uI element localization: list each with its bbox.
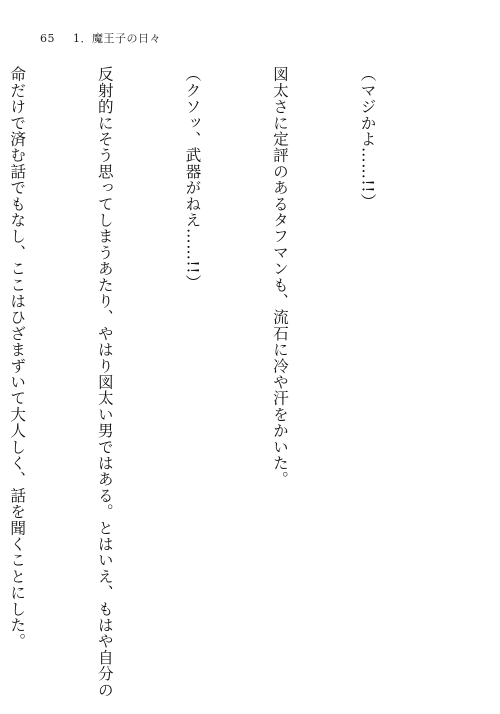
text-line: 図太さに定評のあるタフマンも、流石に冷や汗をかいた。: [270, 66, 289, 488]
chapter-title: 1．魔王子の日々: [73, 32, 161, 45]
text-line: （マジかよ……!!）: [358, 66, 377, 210]
text-line: （クソッ、武器がねえ……!!）: [183, 66, 202, 291]
text-line: 反射的にそう思ってしまうあたり、やはり図太い男ではある。とはいえ、もはや自分の: [95, 66, 114, 698]
page-number: 65: [40, 32, 55, 45]
running-header: [40, 30, 161, 46]
text-line: 命だけで済む話でもなし、ここはひざまずいて大人しく、話を聞くことにした。: [8, 66, 27, 650]
body-text: [0, 66, 440, 698]
